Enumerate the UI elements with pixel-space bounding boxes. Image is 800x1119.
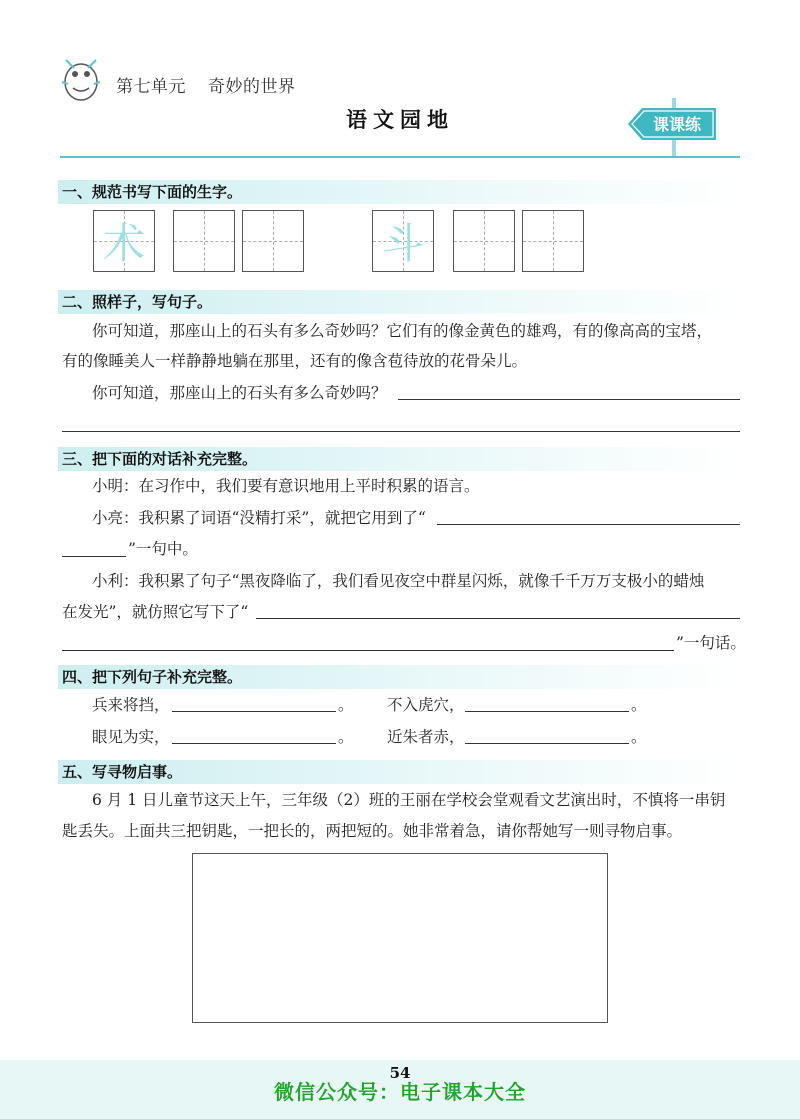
unit-mascot-icon bbox=[58, 52, 104, 104]
section-3-title: 三、把下面的对话补充完整。 bbox=[62, 450, 258, 468]
idiom-prompt-4: 近朱者赤， bbox=[387, 728, 465, 746]
example-sentence-line-2: 有的像睡美人一样静静地躺在那里，还有的像含苞待放的花骨朵儿。 bbox=[62, 352, 528, 370]
writing-grid-2[interactable] bbox=[173, 210, 235, 272]
practice-tag-label: 课课练 bbox=[652, 115, 701, 134]
xiaoli-answer-line-2[interactable] bbox=[62, 650, 674, 651]
writing-grid-5[interactable] bbox=[453, 210, 515, 272]
dialogue-xiaoming: 小明：在习作中，我们要有意识地用上平时积累的语言。 bbox=[92, 477, 480, 495]
writing-grid-6[interactable] bbox=[522, 210, 584, 272]
footer-watermark: 微信公众号：电子课本大全 bbox=[274, 1080, 526, 1104]
idiom-answer-line-1[interactable] bbox=[172, 711, 336, 712]
idiom-answer-line-3[interactable] bbox=[172, 743, 336, 744]
writing-grid-1[interactable] bbox=[93, 210, 155, 272]
dialogue-xiaoliang: 小亮：我积累了词语“没精打采”，就把它用到了“ bbox=[92, 509, 426, 527]
idiom-prompt-3: 眼见为实， bbox=[92, 728, 170, 746]
lost-item-text-2: 匙丢失。上面共三把钥匙，一把长的，两把短的。她非常着急，请你帮她写一则寻物启事。 bbox=[62, 822, 683, 840]
dialogue-xiaoli-cont: 在发光”，就仿照它写下了“ bbox=[62, 603, 249, 621]
example-sentence-line-1: 你可知道，那座山上的石头有多么奇妙吗？它们有的像金黄色的雄鸡，有的像高高的宝塔， bbox=[92, 322, 713, 340]
idiom-end-1: 。 bbox=[338, 696, 354, 714]
model-char-1: 术 bbox=[102, 219, 145, 268]
lost-item-text-1: 6 月 1 日儿童节这天上午，三年级（2）班的王丽在学校会堂观看文艺演出时，不慎将一串钥 bbox=[92, 791, 726, 809]
xiaoliang-answer-line-1[interactable] bbox=[437, 524, 740, 525]
writing-grid-3[interactable] bbox=[242, 210, 304, 272]
rewrite-answer-line-2[interactable] bbox=[62, 431, 740, 432]
idiom-end-4: 。 bbox=[631, 728, 647, 746]
writing-grid-4[interactable] bbox=[372, 210, 434, 272]
dialogue-xiaoli-end: ”一句话。 bbox=[676, 634, 746, 652]
idiom-answer-line-2[interactable] bbox=[465, 711, 629, 712]
lost-notice-answer-box[interactable] bbox=[192, 853, 608, 1023]
rewrite-prompt: 你可知道，那座山上的石头有多么奇妙吗？ bbox=[92, 384, 387, 402]
section-1-title: 一、规范书写下面的生字。 bbox=[62, 183, 243, 201]
section-5-title: 五、写寻物启事。 bbox=[62, 763, 183, 781]
rewrite-answer-line-1[interactable] bbox=[398, 399, 740, 400]
idiom-prompt-2: 不入虎穴， bbox=[387, 696, 465, 714]
dialogue-xiaoli: 小利：我积累了句子“黑夜降临了，我们看见夜空中群星闪烁，就像千千万万支极小的蜡烛 bbox=[92, 572, 705, 590]
unit-heading bbox=[116, 72, 296, 97]
idiom-prompt-1: 兵来将挡， bbox=[92, 696, 170, 714]
idiom-end-2: 。 bbox=[631, 696, 647, 714]
header-divider bbox=[60, 156, 740, 158]
model-char-2: 斗 bbox=[381, 219, 424, 268]
section-2-title: 二、照样子，写句子。 bbox=[62, 293, 213, 311]
xiaoli-answer-line-1[interactable] bbox=[256, 618, 740, 619]
unit-number: 第七单元 bbox=[116, 77, 186, 97]
dialogue-xiaoliang-end: ”一句中。 bbox=[128, 540, 198, 558]
page-title: 语文园地 bbox=[346, 107, 454, 132]
xiaoliang-answer-line-2[interactable] bbox=[62, 556, 126, 557]
idiom-end-3: 。 bbox=[338, 728, 354, 746]
page-number: 54 bbox=[389, 1064, 411, 1082]
section-4-title: 四、把下列句子补充完整。 bbox=[62, 668, 243, 686]
idiom-answer-line-4[interactable] bbox=[465, 743, 629, 744]
unit-name: 奇妙的世界 bbox=[208, 77, 296, 97]
